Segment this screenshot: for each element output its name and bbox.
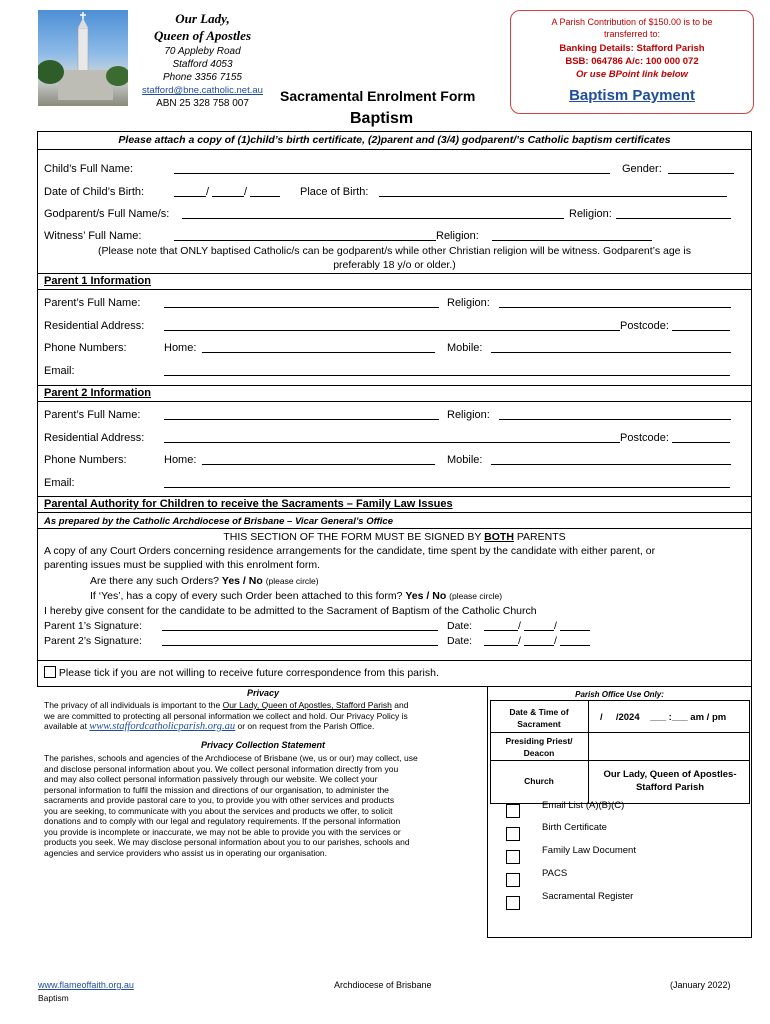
godparent-label: Godparent/s Full Name/s:: [44, 208, 170, 220]
privacy-text: The privacy of all individuals is important to the: [44, 700, 223, 710]
attached-circle-note: (please circle): [449, 591, 503, 601]
privacy-statement-line: donations and to comply with our legal and regulatory requirements. If the personal information: [44, 816, 401, 826]
court-orders-line1: A copy of any Court Orders concerning residence arrangements for the candidate, time spent by the candidate with either parent, or: [44, 545, 656, 557]
divider: [38, 385, 751, 386]
divider: [38, 496, 751, 497]
footer-date: (January 2022): [670, 980, 731, 990]
church-label: Church: [524, 776, 554, 786]
divider: [38, 401, 751, 402]
office-table-row-divider: [490, 732, 750, 733]
parent1-religion-field[interactable]: [499, 297, 731, 308]
checklist-checkbox[interactable]: [506, 850, 520, 864]
must-sign-parents: PARENTS: [513, 531, 566, 543]
bpoint-note: Or use BPoint link below: [576, 69, 688, 80]
checklist-checkbox[interactable]: [506, 896, 520, 910]
parent1-signature-field[interactable]: [162, 620, 438, 631]
privacy-text: or on request from the Parish Office.: [235, 721, 375, 731]
checklist-checkbox[interactable]: [506, 827, 520, 841]
parent1-phone-row: [44, 342, 483, 354]
parent1-date-month[interactable]: [524, 620, 554, 631]
place-of-birth-field[interactable]: [379, 186, 727, 197]
parish-address2: Stafford 4053: [172, 59, 233, 70]
parent2-email-field[interactable]: [164, 477, 730, 488]
parent1-address-field[interactable]: [164, 320, 620, 331]
checklist-label: Email List (A)(B)(C): [542, 800, 625, 811]
privacy-policy-link[interactable]: www.staffordcatholicparish.org.au: [89, 721, 236, 732]
witness-field[interactable]: [174, 230, 436, 241]
dob-separator: /: [206, 186, 210, 198]
checklist-item: [506, 845, 636, 864]
parent2-home-label: Home:: [164, 454, 197, 466]
footer-center: Archdiocese of Brisbane: [334, 980, 432, 990]
privacy-statement-line: you are seeking, to communicate with you about the services and products we offer, to solicit: [44, 805, 393, 816]
date-separator: /: [518, 635, 521, 647]
parent2-mobile-label: Mobile:: [447, 454, 483, 466]
parent2-date-label: Date:: [447, 635, 473, 647]
dob-year-field[interactable]: [250, 186, 280, 197]
parent1-address-label: Residential Address:: [44, 320, 145, 332]
priest-label-line1: Presiding Priest/: [505, 736, 573, 746]
privacy-statement-line: you provide is incomplete or inaccurate, we may not be able to provide you with the services or: [44, 826, 401, 837]
date-separator: /: [554, 620, 557, 632]
dt-label-line2: Sacrament: [517, 719, 561, 729]
priest-label-line2: Deacon: [523, 748, 555, 758]
privacy-statement-line: The parishes, schools and agencies of the Archdiocese of Brisbane (we, us or our) may collect, use: [44, 753, 418, 763]
attached-yes-no[interactable]: Yes / No: [405, 590, 447, 602]
date-separator: /: [518, 620, 521, 632]
privacy-text: we are committed to protecting all personal information we collect and hold. Our Privacy Policy is: [44, 710, 408, 721]
parent1-name-label: Parent’s Full Name:: [44, 297, 141, 309]
privacy-paragraph: [44, 700, 489, 733]
witness-row: [44, 230, 479, 242]
orders-yes-no[interactable]: Yes / No: [221, 575, 263, 587]
privacy-statement-title: Privacy Collection Statement: [200, 740, 326, 750]
privacy-statement: [44, 753, 489, 858]
date-separator: /: [554, 635, 557, 647]
attached-question: [90, 590, 502, 602]
parent2-phone-label: Phone Numbers:: [44, 454, 127, 466]
parish-email-link[interactable]: stafford@bne.catholic.net.au: [142, 85, 263, 96]
must-sign-notice: [38, 531, 751, 543]
child-name-label: Child’s Full Name:: [44, 163, 134, 175]
parish-name-line1: Our Lady,: [175, 11, 230, 26]
parent1-mobile-field[interactable]: [491, 342, 731, 353]
parent2-signature-row: [44, 635, 557, 647]
parish-phone: Phone 3356 7155: [163, 72, 242, 83]
parish-name-line2: Queen of Apostles: [153, 28, 252, 43]
parent2-postcode-label: Postcode:: [620, 432, 669, 444]
orders-question-text: Are there any such Orders?: [90, 575, 219, 587]
dob-label: Date of Child’s Birth:: [44, 186, 145, 198]
parent1-signature-row: [44, 620, 557, 632]
priest-label: [490, 735, 588, 759]
parent2-signature-field[interactable]: [162, 635, 438, 646]
parent2-date-month[interactable]: [524, 635, 554, 646]
office-use-title: Parish Office Use Only:: [575, 690, 664, 699]
parent2-name-label: Parent’s Full Name:: [44, 409, 141, 421]
court-orders-line2: parenting issues must be supplied with this enrolment form.: [44, 559, 321, 571]
divider: [38, 289, 751, 290]
parent1-name-row: [44, 297, 490, 309]
parent1-section-title: Parent 1 Information: [44, 275, 151, 287]
parent2-religion-label: Religion:: [447, 409, 490, 421]
child-name-field[interactable]: [174, 163, 610, 174]
parent2-religion-field[interactable]: [499, 409, 731, 420]
parent1-postcode-field[interactable]: [672, 320, 730, 331]
form-subtitle: Baptism: [350, 110, 414, 127]
attach-note: Please attach a copy of (1)child’s birth certificate, (2)parent and (3/4) godparent/’s Catholic baptism certificates: [118, 134, 671, 146]
divider: [38, 149, 751, 150]
parent1-religion-label: Religion:: [447, 297, 490, 309]
must-sign-both: BOTH: [484, 531, 514, 543]
church-value: [592, 768, 748, 794]
footer-label: Baptism: [38, 993, 69, 1003]
parent1-email-field[interactable]: [164, 365, 730, 376]
checklist-label: PACS: [542, 868, 568, 879]
parent1-date-label: Date:: [447, 620, 473, 632]
authority-section-title: Parental Authority for Children to receive the Sacraments – Family Law Issues: [44, 498, 453, 510]
parent1-home-field[interactable]: [202, 342, 435, 353]
privacy-statement-line: and disclose personal information about you. We collect personal information directly from you: [44, 763, 399, 774]
dt-value[interactable]: / /2024 ___ :___ am / pm: [600, 712, 727, 723]
checklist-checkbox[interactable]: [506, 804, 520, 818]
church-photo: [38, 10, 128, 106]
godparent-field[interactable]: [182, 208, 564, 219]
parent1-name-field[interactable]: [164, 297, 439, 308]
church-value-line2: Stafford Parish: [635, 782, 705, 793]
orders-circle-note: (please circle): [265, 576, 319, 586]
checklist-item: [506, 868, 568, 887]
dob-separator: /: [244, 186, 248, 198]
checklist-label: Birth Certificate: [542, 822, 607, 833]
dob-month-field[interactable]: [212, 186, 244, 197]
checklist-label: Sacramental Register: [542, 891, 634, 902]
privacy-parish-name: Our Lady, Queen of Apostles, Stafford Parish: [222, 700, 392, 710]
parent1-email-row: [44, 365, 75, 377]
godparent-note-line2: preferably 18 y/o or older.): [333, 259, 456, 271]
parent1-email-label: Email:: [44, 365, 75, 377]
church-value-line1: Our Lady, Queen of Apostles-: [603, 769, 737, 780]
banking-details: Banking Details: Stafford Parish: [559, 43, 705, 54]
authority-prepared-by: As prepared by the Catholic Archdiocese of Brisbane – Vicar General’s Office: [44, 516, 393, 527]
godparent-religion-label: Religion:: [569, 208, 612, 220]
parent2-email-row: [44, 477, 75, 489]
parent2-date-year[interactable]: [560, 635, 590, 646]
dob-day-field[interactable]: [174, 186, 206, 197]
privacy-title: Privacy: [246, 688, 280, 698]
parent1-date-day[interactable]: [484, 620, 518, 631]
payment-line2: transferred to:: [603, 29, 661, 39]
godparent-religion-field[interactable]: [616, 208, 731, 219]
footer-link[interactable]: www.flameoffaith.org.au: [38, 980, 134, 990]
payment-box: [510, 10, 754, 114]
privacy-text: available at: [44, 721, 90, 731]
checklist-item: [506, 822, 607, 841]
parent1-phone-label: Phone Numbers:: [44, 342, 127, 354]
parent1-date-year[interactable]: [560, 620, 590, 631]
consent-statement: I hereby give consent for the candidate to be admitted to the Sacrament of Baptism of the Catholic Church: [44, 605, 537, 617]
office-table-col-divider: [588, 700, 589, 804]
gender-field[interactable]: [668, 163, 734, 174]
optout-label: Please tick if you are not willing to receive future correspondence from this parish.: [58, 667, 439, 679]
parish-abn: ABN 25 328 758 007: [156, 98, 249, 109]
divider: [38, 512, 751, 513]
parent2-name-field[interactable]: [164, 409, 439, 420]
parent1-home-label: Home:: [164, 342, 197, 354]
parent2-date-day[interactable]: [484, 635, 518, 646]
attached-question-text: If ‘Yes’, has a copy of every such Order been attached to this form?: [90, 590, 403, 602]
gender-label: Gender:: [622, 163, 662, 175]
orders-question: [90, 575, 319, 587]
parent1-signature-label: Parent 1’s Signature:: [44, 620, 142, 632]
dt-label-line1: Date & Time of: [509, 707, 569, 717]
divider: [38, 273, 751, 274]
payment-line1: A Parish Contribution of $150.00 is to be: [551, 17, 713, 27]
optout-row: [44, 666, 439, 679]
parent1-mobile-label: Mobile:: [447, 342, 483, 354]
privacy-statement-line: products you seek. We may disclose personal information about you to our parishes, schools and: [44, 837, 410, 847]
dob-row: [44, 186, 369, 198]
parent2-name-row: [44, 409, 490, 421]
bsb-account: BSB: 064786 A/c: 100 000 072: [565, 56, 699, 67]
checklist-label: Family Law Document: [542, 845, 636, 856]
form-title: Sacramental Enrolment Form: [280, 88, 476, 104]
privacy-statement-line: personal information to fulfil the mission and directions of our organisation, to administer the: [44, 784, 389, 795]
divider: [38, 528, 751, 529]
privacy-statement-line: and may also collect personal information passively through our website. We collect your: [44, 774, 378, 784]
privacy-text: and: [391, 700, 409, 710]
godparent-row: [44, 208, 612, 220]
checklist-checkbox[interactable]: [506, 873, 520, 887]
optout-checkbox[interactable]: [44, 666, 56, 678]
checklist-item: [506, 800, 625, 818]
place-of-birth-label: Place of Birth:: [300, 186, 369, 198]
witness-religion-label: Religion:: [436, 230, 479, 242]
office-table-row-divider: [490, 760, 750, 761]
witness-religion-field[interactable]: [492, 230, 652, 241]
parent1-postcode-label: Postcode:: [620, 320, 669, 332]
parent2-signature-label: Parent 2’s Signature:: [44, 635, 142, 647]
parent2-phone-row: [44, 454, 483, 466]
baptism-payment-link[interactable]: Baptism Payment: [569, 87, 695, 104]
parent2-home-field[interactable]: [202, 454, 435, 465]
checklist-item: [506, 891, 634, 910]
godparent-note-line1: (Please note that ONLY baptised Catholic/s can be godparent/s while other Christian religion will be witness. Godparent’s age is: [98, 245, 691, 257]
parent2-email-label: Email:: [44, 477, 75, 489]
dt-label: [490, 706, 588, 730]
divider: [38, 660, 751, 661]
parent2-address-label: Residential Address:: [44, 432, 145, 444]
parent1-address-row: [44, 320, 669, 332]
parent2-postcode-field[interactable]: [672, 432, 730, 443]
parent2-mobile-field[interactable]: [491, 454, 731, 465]
child-name-row: [44, 163, 662, 175]
parent2-section-title: Parent 2 Information: [44, 387, 151, 399]
privacy-statement-line: sacraments and provide pastoral care to you, to provide you with other services and products: [44, 795, 395, 805]
privacy-statement-line: agencies and service providers who assist us in operating our organisation.: [44, 847, 328, 858]
witness-label: Witness’ Full Name:: [44, 230, 142, 242]
parent2-address-field[interactable]: [164, 432, 620, 443]
must-sign-text: THIS SECTION OF THE FORM MUST BE SIGNED BY: [223, 531, 485, 543]
parish-address1: 70 Appleby Road: [164, 46, 241, 57]
parent2-address-row: [44, 432, 669, 444]
